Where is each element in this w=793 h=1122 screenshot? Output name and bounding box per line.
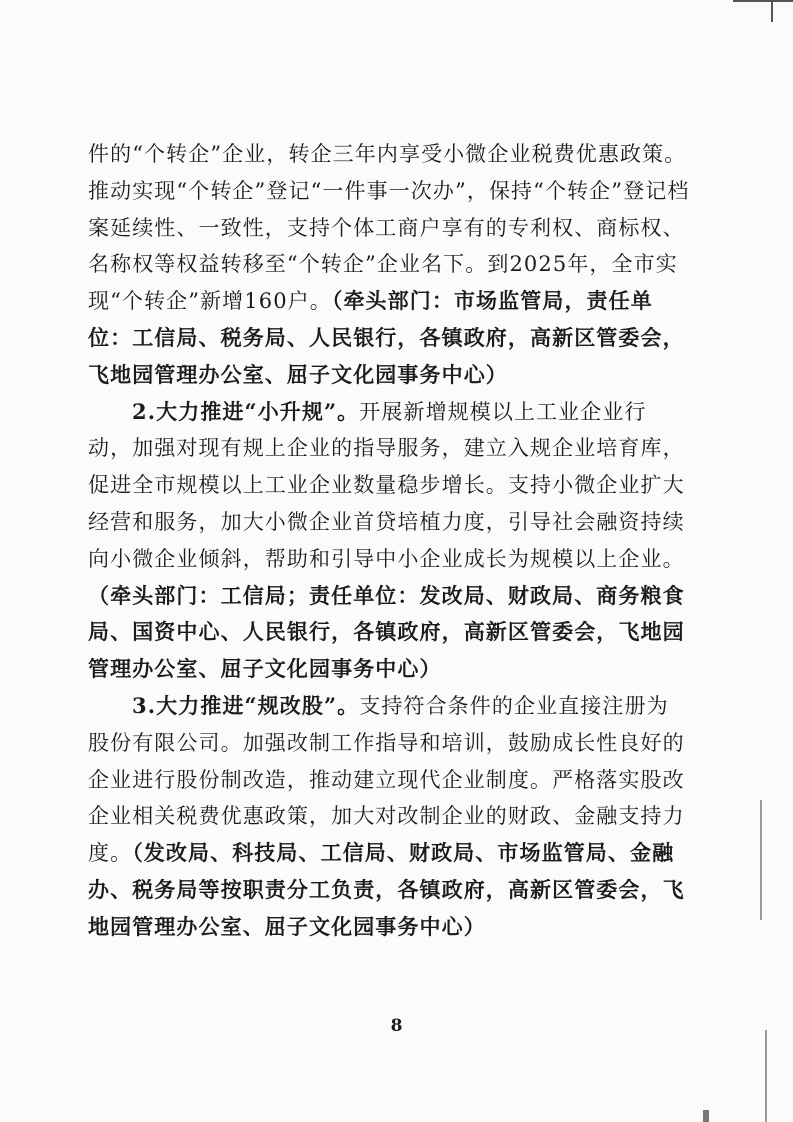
scan-edge-mark [760,800,762,920]
page-number: 8 [390,1016,403,1036]
section-heading: 3.大力推进“规改股”。 [132,692,360,718]
section-heading: 2.大力推进“小升规”。 [132,398,360,424]
paragraph-continuation [88,136,690,394]
responsibility-note: （牵头部门：市场监管局，责任单位：工信局、税务局、人民银行，各镇政府，高新区管委会，飞地园管理办公室、屈子文化园事务中心） [88,288,685,387]
paragraph-scale-to-shareholding [88,688,690,946]
scan-edge-mark [771,0,773,22]
scan-edge-mark [733,0,793,2]
document-body [88,136,690,946]
responsibility-note: （牵头部门：工信局；责任单位：发改局、财政局、商务粮食局、国资中心、人民银行，各镇政府，高新区管委会，飞地园管理办公室、屈子文化园事务中心） [88,582,685,682]
scan-edge-mark [703,1110,709,1122]
paragraph-text: 支持符合条件的企业直接注册为股份有限公司。加强改制工作指导和培训，鼓励成长性良好的企业进行股份制改造，推动建立现代企业制度。严格落实股改企业相关税费优惠政策，加大对改制企业的财政、金融支持力度。 [88,693,685,866]
responsibility-note: （发改局、科技局、工信局、财政局、市场监管局、金融办、税务局等按职责分工负责，各镇政府，高新区管委会，飞地园管理办公室、屈子文化园事务中心） [88,840,685,939]
paragraph-small-to-scale [88,394,690,688]
scan-edge-mark [765,1030,767,1122]
paragraph-text: 件的“个转企”企业，转企三年内享受小微企业税费优惠政策。推动实现“个转企”登记“一件事一次办”，保持“个转企”登记档案延续性、一致性，支持个体工商户享有的专利权、商标权、名称权等权益转移至“个转企”企业名下。到2025年，全市实现“个转企”新增160户。 [88,142,690,314]
paragraph-text: 开展新增规模以上工业企业行动，加强对现有规上企业的指导服务，建立入规企业培育库，促进全市规模以上工业企业数量稳步增长。支持小微企业扩大经营和服务，加大小微企业首贷培植力度，引导社会融资持续向小微企业倾斜，帮助和引导中小企业成长为规模以上企业。 [88,399,685,571]
